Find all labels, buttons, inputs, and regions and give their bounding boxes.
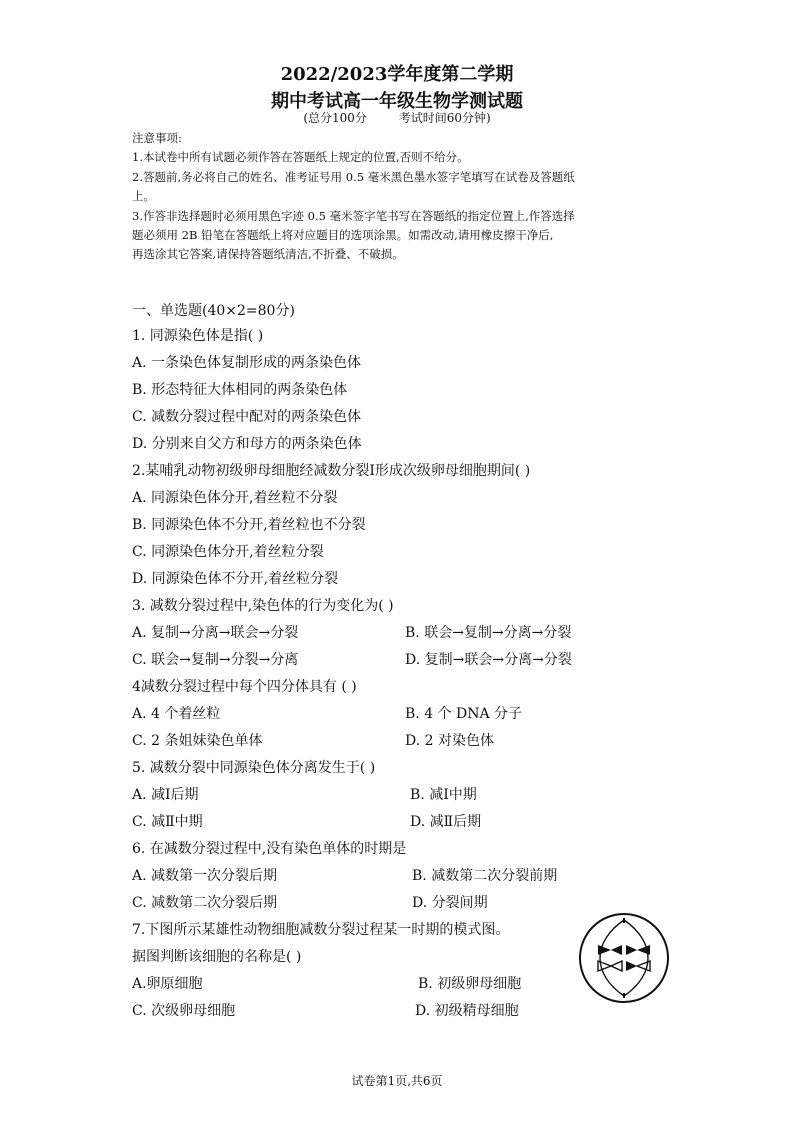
notice-line: 上。 [132, 189, 155, 204]
exam-time: 考试时间60分钟) [398, 111, 491, 125]
option-c: C. 减数第二次分裂后期 [132, 895, 278, 911]
option-d: D. 减Ⅱ后期 [410, 814, 482, 830]
option-b: B. 4 个 DNA 分子 [405, 706, 523, 722]
total-score: (总分100分 [303, 111, 367, 125]
option-c: C. 2 条姐妹染色单体 [132, 733, 263, 749]
option-a: A. 减数第一次分裂后期 [132, 868, 278, 884]
option-a: A.卵原细胞 [132, 976, 203, 992]
option-d: D. 分别来自父方和母方的两条染色体 [132, 436, 362, 452]
spindle-fiber [600, 920, 624, 996]
notice-block [132, 129, 667, 265]
option-d: D. 复制→联会→分离→分裂 [405, 652, 572, 668]
option-a: A. 4 个着丝粒 [132, 706, 221, 722]
question-stem: 4减数分裂过程中每个四分体具有 ( ) [132, 679, 357, 695]
section-title: 一、单选题(40×2=80分) [132, 303, 295, 319]
notice-line: 3.作答非选择题时必须用黑色字迹 0.5 毫米签字笔书写在答题纸的指定位置上,作答选择 [132, 208, 575, 223]
option-c: C. 联会→复制→分裂→分离 [132, 652, 299, 668]
option-b: B. 初级卵母细胞 [418, 976, 522, 992]
option-b: B. 减数第二次分裂前期 [412, 868, 558, 884]
question-stem: 6. 在减数分裂过程中,没有染色单体的时期是 [132, 841, 407, 857]
cell-membrane [580, 914, 668, 1002]
option-b: B. 同源染色体不分开,着丝粒也不分裂 [132, 517, 366, 533]
notice-line: 2.答题前,务必将自己的姓名、准考证号用 0.5 毫米黑色墨水签字笔填写在试卷及答题纸 [132, 169, 575, 184]
exam-subtitle [0, 109, 794, 126]
notice-heading: 注意事项: [132, 131, 182, 145]
question-stem: 3. 减数分裂过程中,染色体的行为变化为( ) [132, 598, 394, 614]
option-d: D. 分裂间期 [412, 895, 488, 911]
chromosome-pair-lower [598, 961, 650, 971]
option-a: A. 复制→分离→联会→分裂 [132, 625, 299, 641]
option-a: A. 同源染色体分开,着丝粒不分裂 [132, 490, 338, 506]
question-stem: 7.下图所示某雄性动物细胞减数分裂过程某一时期的模式图。 [132, 922, 510, 938]
option-d: D. 同源染色体不分开,着丝粒分裂 [132, 571, 339, 587]
question-stem: 5. 减数分裂中同源染色体分离发生于( ) [132, 760, 376, 776]
option-d: D. 2 对染色体 [405, 733, 494, 749]
option-c: C. 减Ⅱ中期 [132, 814, 203, 830]
option-c: C. 同源染色体分开,着丝粒分裂 [132, 544, 324, 560]
chromosome-pair-upper [598, 945, 650, 955]
option-d: D. 初级精母细胞 [415, 1003, 519, 1019]
option-b: B. 形态特征大体相同的两条染色体 [132, 382, 348, 398]
cell-division-figure [578, 912, 670, 1004]
page-footer: 试卷第1页,共6页 [351, 1074, 443, 1088]
option-a: A. 减Ⅰ后期 [132, 787, 199, 803]
question-stem: 2.某哺乳动物初级卵母细胞经减数分裂Ⅰ形成次级卵母细胞期间( ) [132, 463, 531, 479]
notice-line: 1.本试卷中所有试题必须作答在答题纸上规定的位置,否则不给分。 [132, 150, 469, 165]
question-stem-continued: 据图判断该细胞的名称是( ) [132, 949, 302, 965]
option-b: B. 联会→复制→分离→分裂 [405, 625, 572, 641]
option-b: B. 减Ⅰ中期 [410, 787, 477, 803]
option-c: C. 次级卵母细胞 [132, 1003, 236, 1019]
question-stem: 1. 同源染色体是指( ) [132, 328, 264, 344]
notice-line: 再选涂其它答案,请保持答题纸清洁,不折叠、不破损。 [132, 247, 404, 262]
exam-title-term: 2022/2023学年度第二学期 [280, 64, 514, 85]
option-a: A. 一条染色体复制形成的两条染色体 [132, 355, 362, 371]
notice-line: 题必须用 2B 铅笔在答题纸上将对应题目的选项涂黑。如需改动,请用橡皮擦干净后, [132, 228, 554, 243]
option-c: C. 减数分裂过程中配对的两条染色体 [132, 409, 362, 425]
spindle-fiber [624, 920, 648, 996]
exam-title-subject: 期中考试高一年级生物学测试题 [271, 91, 523, 112]
